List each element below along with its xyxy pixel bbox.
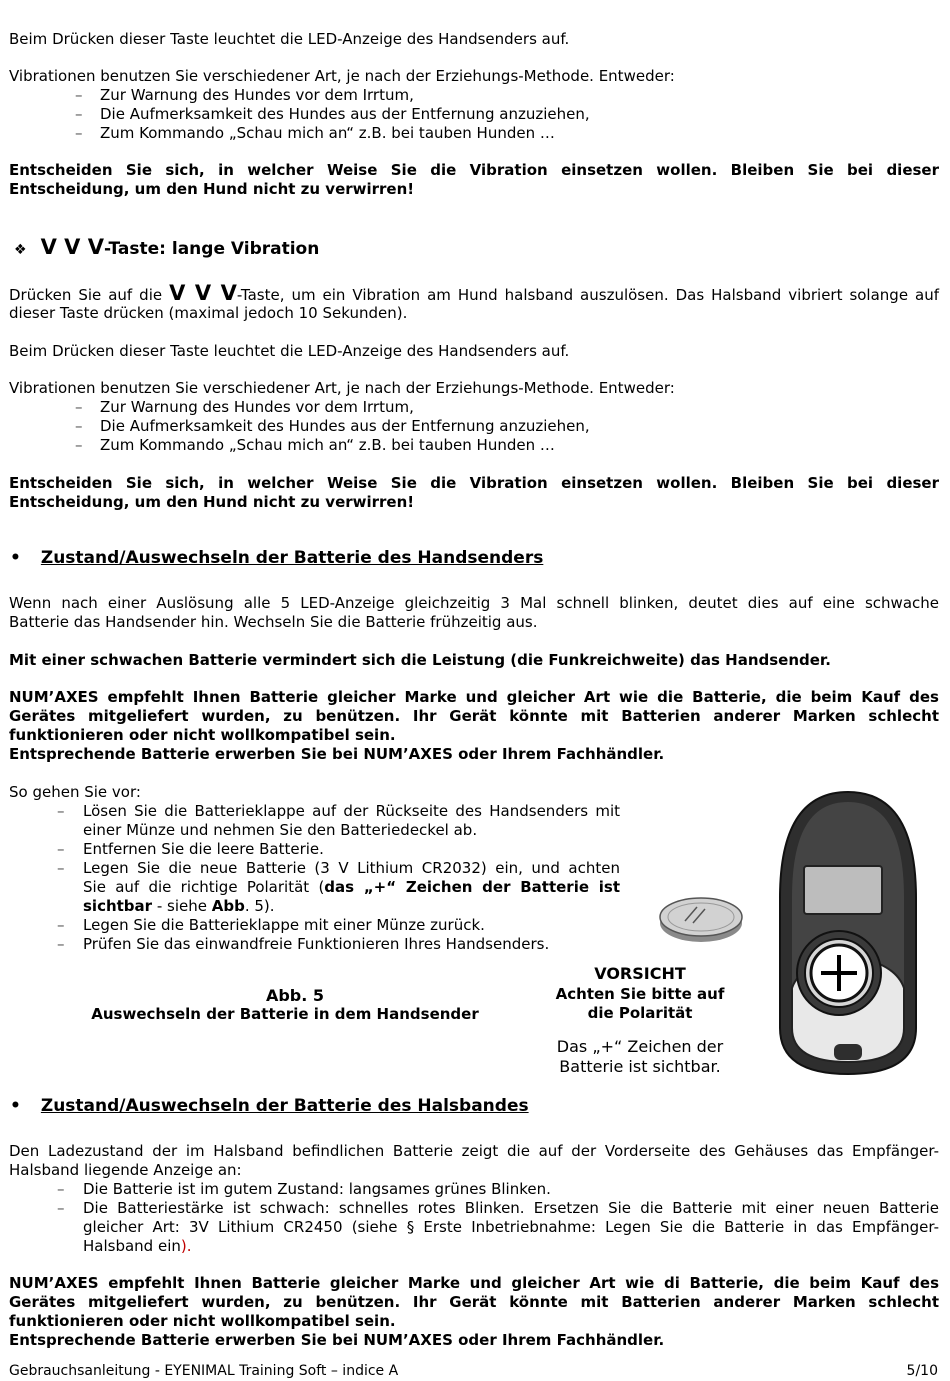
handsender-p1a: Wenn nach einer Auslösung alle 5 LED-Anzeige gleichzeitig 3 Mal schnell blinken, deutet dies auf eine schwache — [9, 594, 939, 612]
remote-back-illustration — [776, 788, 920, 1078]
section-heading-halsband: • Zustand/Auswechseln der Batterie des Halsbandes — [10, 1096, 529, 1116]
coin-battery-illustration — [655, 893, 747, 945]
list-item: Entfernen Sie die leere Batterie. — [83, 840, 324, 858]
recommendation-2b: Gerätes mitgeliefert wurden, zu benützen. Ihr Gerät könnte mit Batterien anderer Marken schlecht — [9, 1293, 939, 1311]
footer-title: Gebrauchsanleitung - EYENIMAL Training Soft – indice A — [9, 1363, 399, 1379]
list-item: Die Aufmerksamkeit des Hundes aus der Entfernung anzuziehen, — [100, 417, 590, 435]
section-heading-long-vibration: ❖ V V V-Taste: lange Vibration — [14, 235, 320, 259]
vibration-advice-1b: Entscheidung, um den Hund nicht zu verwirren! — [9, 180, 415, 198]
long-vibration-p1a: Drücken Sie auf die V V V-Taste, um ein Vibration am Hund halsband auszulösen. Das Halsband vibriert solange auf — [9, 281, 939, 305]
vibration-advice-2b: Entscheidung, um den Hund nicht zu verwirren! — [9, 493, 415, 511]
caution-note-1: Das „+“ Zeichen der — [556, 1037, 724, 1056]
recommendation-2c: funktionieren oder nicht wollkompatibel sein. — [9, 1312, 396, 1330]
diamond-bullet-icon: ❖ — [14, 242, 27, 258]
list-item: Legen Sie die neue Batterie (3 V Lithium CR2032) ein, und achten — [83, 859, 620, 877]
recommendation-2d: Entsprechende Batterie erwerben Sie bei NUM’AXES oder Ihrem Fachhändler. — [9, 1331, 665, 1349]
long-vibration-p1b: dieser Taste drücken (maximal jedoch 10 Sekunden). — [9, 304, 408, 322]
halsband-p1b: Halsband liegende Anzeige an: — [9, 1161, 242, 1179]
vibration-intro-2: Vibrationen benutzen Sie verschiedener Art, je nach der Erziehungs-Methode. Entweder: — [9, 379, 675, 397]
caution-note-2: Batterie ist sichtbar. — [559, 1057, 721, 1076]
caution-line-1: Achten Sie bitte auf — [555, 985, 725, 1003]
led-note-1: Beim Drücken dieser Taste leuchtet die LED-Anzeige des Handsenders auf. — [9, 30, 570, 48]
vibration-advice-2a: Entscheiden Sie sich, in welcher Weise Sie die Vibration einsetzen wollen. Bleiben Sie bei dieser — [9, 474, 939, 492]
list-item: Zum Kommando „Schau mich an“ z.B. bei tauben Hunden … — [100, 124, 555, 142]
recommendation-1b: Gerätes mitgeliefert wurden, zu benützen. Ihr Gerät könnte mit Batterien anderer Marken schlecht — [9, 707, 939, 725]
recommendation-1c: funktionieren oder nicht wollkompatibel sein. — [9, 726, 396, 744]
list-item: Legen Sie die Batterieklappe mit einer Münze zurück. — [83, 916, 485, 934]
list-item: Die Aufmerksamkeit des Hundes aus der Entfernung anzuziehen, — [100, 105, 590, 123]
figure-caption: Auswechseln der Batterie in dem Handsender — [91, 1005, 479, 1023]
recommendation-1d: Entsprechende Batterie erwerben Sie bei NUM’AXES oder Ihrem Fachhändler. — [9, 745, 665, 763]
caution-title: VORSICHT — [594, 964, 686, 983]
list-item: Lösen Sie die Batterieklappe auf der Rückseite des Handsenders mit — [83, 802, 620, 820]
list-item: Zum Kommando „Schau mich an“ z.B. bei tauben Hunden … — [100, 436, 555, 454]
led-note-2: Beim Drücken dieser Taste leuchtet die LED-Anzeige des Handsenders auf. — [9, 342, 570, 360]
bullet-icon: • — [10, 548, 21, 568]
vibration-intro-1: Vibrationen benutzen Sie verschiedener Art, je nach der Erziehungs-Methode. Entweder: — [9, 67, 675, 85]
list-item: Zur Warnung des Hundes vor dem Irrtum, — [100, 398, 414, 416]
bullet-icon: • — [10, 1096, 21, 1116]
halsband-p1a: Den Ladezustand der im Halsband befindlichen Batterie zeigt die auf der Vorderseite des Gehäuses das Empfänger- — [9, 1142, 939, 1160]
figure-label: Abb. 5 — [265, 986, 325, 1005]
list-item: Die Batteriestärke ist schwach: schnelles rotes Blinken. Ersetzen Sie die Batterie mit einer neuen Batterie — [83, 1199, 939, 1217]
list-item: Die Batterie ist im gutem Zustand: langsames grünes Blinken. — [83, 1180, 551, 1198]
list-item: Prüfen Sie das einwandfreie Funktionieren Ihres Handsenders. — [83, 935, 550, 953]
list-item: Zur Warnung des Hundes vor dem Irrtum, — [100, 86, 414, 104]
page-number: 5/10 — [906, 1363, 938, 1379]
recommendation-2a: NUM’AXES empfehlt Ihnen Batterie gleicher Marke und gleicher Art wie di Batterie, die beim Kauf des — [9, 1274, 939, 1292]
recommendation-1a: NUM’AXES empfehlt Ihnen Batterie gleicher Marke und gleicher Art wie die Batterie, die beim Kauf des — [9, 688, 939, 706]
vibration-advice-1a: Entscheiden Sie sich, in welcher Weise Sie die Vibration einsetzen wollen. Bleiben Sie bei dieser — [9, 161, 939, 179]
caution-line-2: die Polarität — [587, 1004, 693, 1022]
handsender-p1b: Batterie das Handsender hin. Wechseln Sie die Batterie frühzeitig aus. — [9, 613, 538, 631]
steps-intro: So gehen Sie vor: — [9, 783, 141, 801]
weak-battery-warning: Mit einer schwachen Batterie vermindert sich die Leistung (die Funkreichweite) das Handsender. — [9, 651, 831, 669]
section-heading-handsender: • Zustand/Auswechseln der Batterie des Handsenders — [10, 548, 544, 568]
